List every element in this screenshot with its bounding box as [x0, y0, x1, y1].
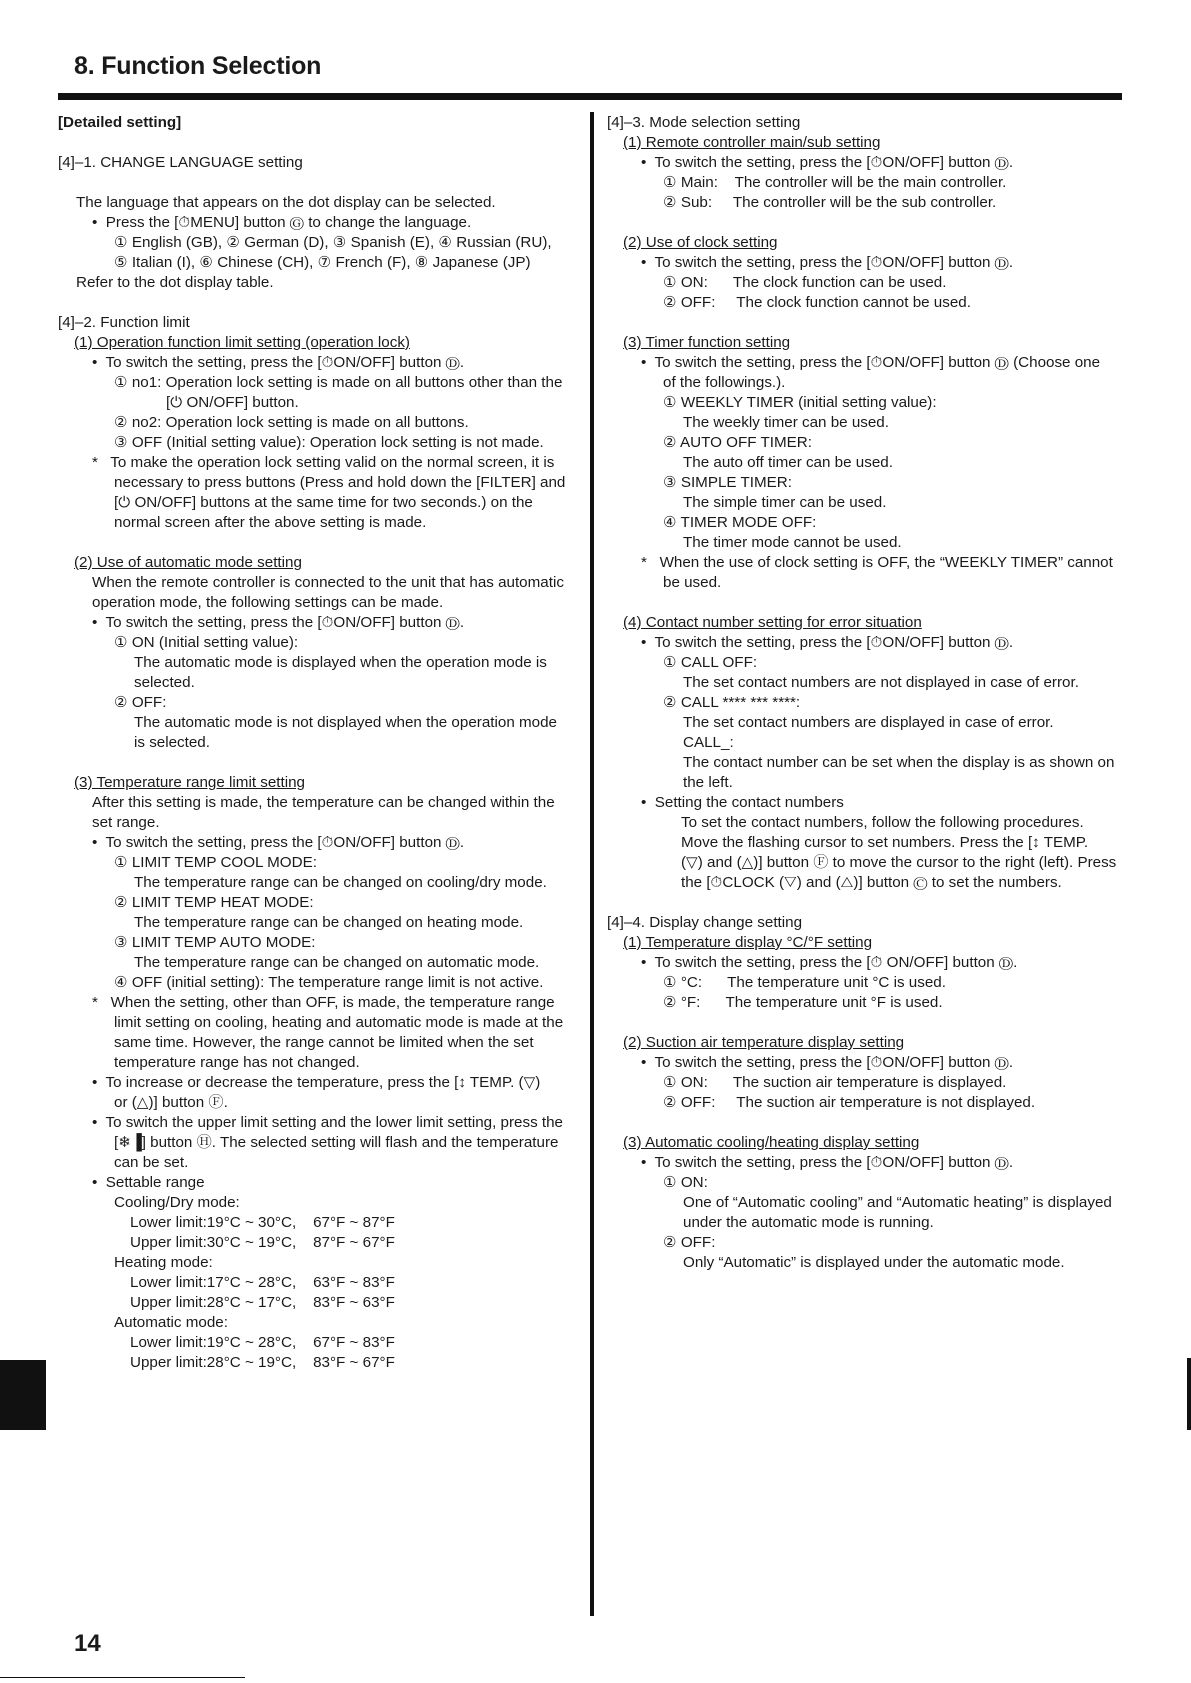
blank-line	[58, 133, 576, 153]
text-line: The contact number can be set when the display is as shown on	[683, 754, 1115, 771]
text-line: ① no1: Operation lock setting is made on all buttons other than the	[114, 374, 563, 391]
text-line: Refer to the dot display table.	[76, 274, 274, 291]
text-line: ④ OFF (initial setting): The temperature range limit is not active.	[114, 974, 544, 991]
text-line: selected.	[134, 674, 195, 691]
text-line: ② OFF:	[114, 694, 167, 711]
subsection-title	[607, 613, 1125, 633]
text-line: The temperature range can be changed on heating mode.	[134, 914, 524, 931]
right-column	[607, 113, 1125, 1273]
text-line: The language that appears on the dot display can be selected.	[76, 194, 496, 211]
text-line: The automatic mode is not displayed when the operation mode	[134, 714, 557, 731]
text-line: Move the flashing cursor to set numbers. Press the [↕ TEMP.	[681, 834, 1089, 851]
text-line: To set the contact numbers, follow the following procedures.	[681, 814, 1084, 831]
blank-line	[58, 173, 576, 193]
column-divider	[590, 112, 594, 1616]
text-line: ③ LIMIT TEMP AUTO MODE:	[114, 934, 316, 951]
subsection-title	[607, 1033, 1125, 1053]
text-line: * When the setting, other than OFF, is made, the temperature range	[92, 994, 555, 1011]
subsection-title	[607, 333, 1125, 353]
text-line: ② OFF: The suction air temperature is not displayed.	[663, 1094, 1036, 1111]
text-line: ① Main: The controller will be the main controller.	[663, 174, 1007, 191]
text-line: ② OFF: The clock function cannot be used.	[663, 294, 971, 311]
left-column	[58, 113, 576, 1373]
text-line: (▽) and (△)] button Ⓕ to move the cursor to the right (left). Press	[681, 854, 1117, 871]
text-line: CALL_:	[683, 734, 734, 751]
text-line: [4]–2. Function limit	[58, 314, 190, 331]
text-line: be used.	[663, 574, 722, 591]
text-line: operation mode, the following settings can be made.	[92, 594, 444, 611]
text-line: • Setting the contact numbers	[641, 794, 844, 811]
text-line: Heating mode:	[114, 1254, 213, 1271]
text-line: Cooling/Dry mode:	[114, 1194, 240, 1211]
text-line: The simple timer can be used.	[683, 494, 887, 511]
text-line: Upper limit:30°C ~ 19°C, 87°F ~ 67°F	[130, 1234, 395, 1251]
text-line: When the remote controller is connected to the unit that has automatic	[92, 574, 564, 591]
text-line: ③ SIMPLE TIMER:	[663, 474, 792, 491]
underlined-text: (3) Automatic cooling/heating display setting	[623, 1134, 920, 1151]
section-heading: [Detailed setting]	[58, 114, 182, 131]
text-line: The automatic mode is displayed when the operation mode is	[134, 654, 547, 671]
section-tab-marker	[0, 1360, 46, 1430]
blank-line	[58, 753, 576, 773]
text-line: under the automatic mode is running.	[683, 1214, 934, 1231]
edge-marker	[1187, 1358, 1191, 1430]
text-line: • To switch the setting, press the [⏱ON/OFF] button Ⓓ.	[641, 254, 1014, 271]
text-line: After this setting is made, the temperature can be changed within the	[92, 794, 555, 811]
text-line: The temperature range can be changed on cooling/dry mode.	[134, 874, 547, 891]
blank-line	[607, 213, 1125, 233]
subsection-title	[58, 773, 576, 793]
text-line: The timer mode cannot be used.	[683, 534, 902, 551]
text-line: One of “Automatic cooling” and “Automatic heating” is displayed	[683, 1194, 1112, 1211]
blank-line	[607, 893, 1125, 913]
underlined-text: (2) Suction air temperature display setting	[623, 1034, 905, 1051]
text-line: ① English (GB), ② German (D), ③ Spanish (E), ④ Russian (RU),	[114, 234, 552, 251]
text-line: [4]–1. CHANGE LANGUAGE setting	[58, 154, 303, 171]
text-line: • To switch the setting, press the [⏱ON/OFF] button Ⓓ.	[92, 834, 465, 851]
text-line: necessary to press buttons (Press and hold down the [FILTER] and	[114, 474, 566, 491]
text-line: • To switch the setting, press the [⏱ON/OFF] button Ⓓ (Choose one	[641, 354, 1101, 371]
text-line: Lower limit:17°C ~ 28°C, 63°F ~ 83°F	[130, 1274, 395, 1291]
text-line: Lower limit:19°C ~ 30°C, 67°F ~ 87°F	[130, 1214, 395, 1231]
text-line: ① CALL OFF:	[663, 654, 758, 671]
text-line: The temperature range can be changed on automatic mode.	[134, 954, 540, 971]
text-line: The set contact numbers are displayed in case of error.	[683, 714, 1054, 731]
text-line: the [⏱CLOCK (▽) and (△)] button Ⓒ to set the numbers.	[681, 874, 1062, 891]
text-line: of the followings.).	[663, 374, 786, 391]
text-line: ② no2: Operation lock setting is made on all buttons.	[114, 414, 469, 431]
subsection-title	[607, 1133, 1125, 1153]
text-line: The weekly timer can be used.	[683, 414, 889, 431]
underlined-text: (3) Temperature range limit setting	[74, 774, 306, 791]
footer-rule	[0, 1677, 245, 1678]
text-line: same time. However, the range cannot be limited when the set	[114, 1034, 534, 1051]
text-line: ② AUTO OFF TIMER:	[663, 434, 812, 451]
text-line: ② LIMIT TEMP HEAT MODE:	[114, 894, 314, 911]
text-line: • To switch the setting, press the [⏱ON/OFF] button Ⓓ.	[92, 354, 465, 371]
text-line: • To increase or decrease the temperature, press the [↕ TEMP. (▽)	[92, 1074, 541, 1091]
text-line: [4]–4. Display change setting	[607, 914, 803, 931]
text-line: ② °F: The temperature unit °F is used.	[663, 994, 943, 1011]
text-line: ② CALL **** *** ****:	[663, 694, 801, 711]
title-rule	[58, 93, 1122, 100]
text-line: ② OFF:	[663, 1234, 716, 1251]
text-line: ① ON (Initial setting value):	[114, 634, 299, 651]
blank-line	[58, 293, 576, 313]
text-line: • To switch the upper limit setting and the lower limit setting, press the	[92, 1114, 564, 1131]
text-line: • Press the [⏱MENU] button Ⓖ to change the language.	[92, 214, 472, 231]
text-line: ① ON: The clock function can be used.	[663, 274, 947, 291]
text-line: • To switch the setting, press the [⏱ ON/OFF] button Ⓓ.	[641, 954, 1018, 971]
text-line: ② Sub: The controller will be the sub controller.	[663, 194, 997, 211]
blank-line	[607, 593, 1125, 613]
text-line: • To switch the setting, press the [⏱ON/OFF] button Ⓓ.	[641, 634, 1014, 651]
text-line: • To switch the setting, press the [⏱ON/OFF] button Ⓓ.	[641, 1154, 1014, 1171]
subsection-title	[607, 133, 1125, 153]
text-line: Only “Automatic” is displayed under the automatic mode.	[683, 1254, 1065, 1271]
subsection-title	[58, 333, 576, 353]
text-line: [⏻ ON/OFF] button.	[166, 394, 299, 411]
underlined-text: (2) Use of clock setting	[623, 234, 778, 251]
page-title: 8. Function Selection	[74, 52, 322, 80]
text-line: or (△)] button Ⓕ.	[114, 1094, 228, 1111]
underlined-text: (1) Remote controller main/sub setting	[623, 134, 881, 151]
text-line: [❄▐] button Ⓗ. The selected setting will flash and the temperature	[114, 1134, 559, 1151]
text-line: temperature range has not changed.	[114, 1054, 360, 1071]
text-line: ① LIMIT TEMP COOL MODE:	[114, 854, 317, 871]
text-line: ③ OFF (Initial setting value): Operation lock setting is not made.	[114, 434, 544, 451]
text-line: ① °C: The temperature unit °C is used.	[663, 974, 946, 991]
text-line: Upper limit:28°C ~ 19°C, 83°F ~ 67°F	[130, 1354, 395, 1371]
text-line: • To switch the setting, press the [⏱ON/OFF] button Ⓓ.	[641, 154, 1014, 171]
text-line: Lower limit:19°C ~ 28°C, 67°F ~ 83°F	[130, 1334, 395, 1351]
text-line: is selected.	[134, 734, 210, 751]
text-line: • To switch the setting, press the [⏱ON/OFF] button Ⓓ.	[92, 614, 465, 631]
text-line: limit setting on cooling, heating and automatic mode is made at the	[114, 1014, 564, 1031]
text-line: ⑤ Italian (I), ⑥ Chinese (CH), ⑦ French (F), ⑧ Japanese (JP)	[114, 254, 531, 271]
text-line: Upper limit:28°C ~ 17°C, 83°F ~ 63°F	[130, 1294, 395, 1311]
underlined-text: (3) Timer function setting	[623, 334, 791, 351]
text-line: * To make the operation lock setting valid on the normal screen, it is	[92, 454, 555, 471]
text-line: [⏻ ON/OFF] buttons at the same time for two seconds.) on the	[114, 494, 533, 511]
text-line: ④ TIMER MODE OFF:	[663, 514, 817, 531]
text-line: normal screen after the above setting is made.	[114, 514, 427, 531]
text-line: Automatic mode:	[114, 1314, 228, 1331]
blank-line	[607, 1113, 1125, 1133]
subsection-title	[607, 933, 1125, 953]
blank-line	[58, 533, 576, 553]
text-line: * When the use of clock setting is OFF, the “WEEKLY TIMER” cannot	[641, 554, 1113, 571]
blank-line	[607, 313, 1125, 333]
page-number: 14	[74, 1630, 101, 1657]
subsection-title	[607, 233, 1125, 253]
text-line: ① ON:	[663, 1174, 708, 1191]
underlined-text: (4) Contact number setting for error situation	[623, 614, 922, 631]
underlined-text: (1) Temperature display °C/°F setting	[623, 934, 873, 951]
underlined-text: (1) Operation function limit setting (operation lock)	[74, 334, 410, 351]
text-line: • Settable range	[92, 1174, 205, 1191]
text-line: ① WEEKLY TIMER (initial setting value):	[663, 394, 937, 411]
subsection-title	[58, 553, 576, 573]
text-line: [4]–3. Mode selection setting	[607, 114, 801, 131]
text-line: • To switch the setting, press the [⏱ON/OFF] button Ⓓ.	[641, 1054, 1014, 1071]
underlined-text: (2) Use of automatic mode setting	[74, 554, 302, 571]
text-line: can be set.	[114, 1154, 189, 1171]
text-line: ① ON: The suction air temperature is displayed.	[663, 1074, 1007, 1091]
text-line: set range.	[92, 814, 160, 831]
text-line: the left.	[683, 774, 733, 791]
blank-line	[607, 1013, 1125, 1033]
text-line: The auto off timer can be used.	[683, 454, 893, 471]
text-line: The set contact numbers are not displayed in case of error.	[683, 674, 1079, 691]
